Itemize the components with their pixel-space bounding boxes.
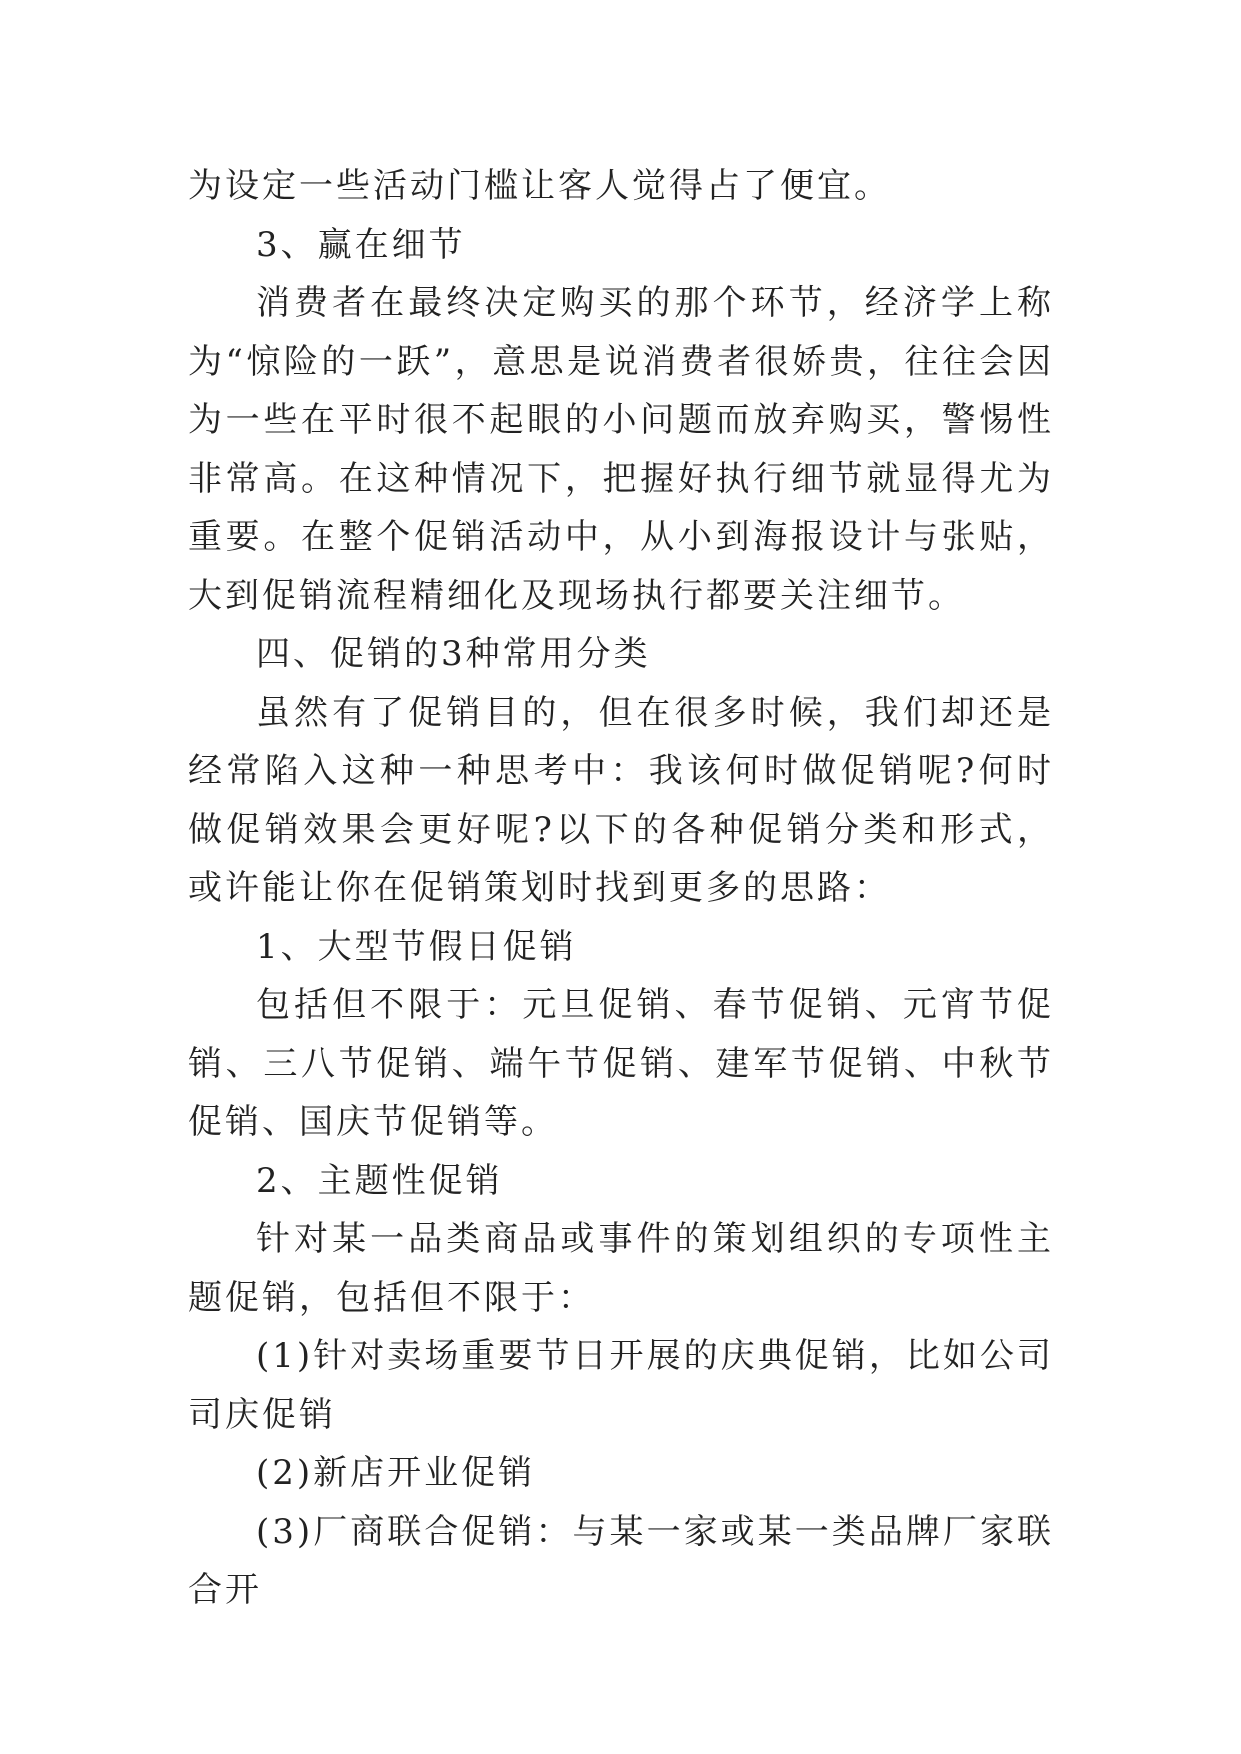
section-heading-win-in-details: 3、赢在细节 xyxy=(256,224,466,265)
subheading-theme-promotion: 2、主题性促销 xyxy=(256,1160,503,1201)
paragraph-holiday-list: 包括但不限于：元旦促销、春节促销、元宵节促销、三八节促销、端午节促销、建军节促销、中秋节促销、国庆节促销等。 xyxy=(188,985,1054,1142)
list-item-joint-promotion: (3)厂商联合促销：与某一家或某一类品牌厂家联合开 xyxy=(188,1511,1054,1610)
paragraph-details: 消费者在最终决定购买的那个环节，经济学上称为“惊险的一跃”，意思是说消费者很娇贵，往往会因为一些在平时很不起眼的小问题而放弃购买，警惕性非常高。在这种情况下，把握好执行细节就显得尤为重要。在整个促销活动中，从小到海报设计与张贴，大到促销流程精细化及现场执行都要关注细节。 xyxy=(188,283,1054,616)
paragraph-categories-intro: 虽然有了促销目的，但在很多时候，我们却还是经常陷入这种一种思考中：我该何时做促销呢?何时做促销效果会更好呢?以下的各种促销分类和形式，或许能让你在促销策划时找到更多的思路： xyxy=(188,692,1054,908)
paragraph-continuation: 为设定一些活动门槛让客人觉得占了便宜。 xyxy=(188,166,891,206)
section-heading-promotion-categories: 四、促销的3种常用分类 xyxy=(256,634,651,674)
paragraph-theme-intro: 针对某一品类商品或事件的策划组织的专项性主题促销，包括但不限于： xyxy=(188,1219,1054,1318)
document-body xyxy=(188,157,1054,1620)
subheading-holiday-promotion: 1、大型节假日促销 xyxy=(256,926,577,967)
list-item-new-store: (2)新店开业促销 xyxy=(256,1453,536,1493)
list-item-celebration: (1)针对卖场重要节日开展的庆典促销，比如公司司庆促销 xyxy=(188,1336,1054,1435)
